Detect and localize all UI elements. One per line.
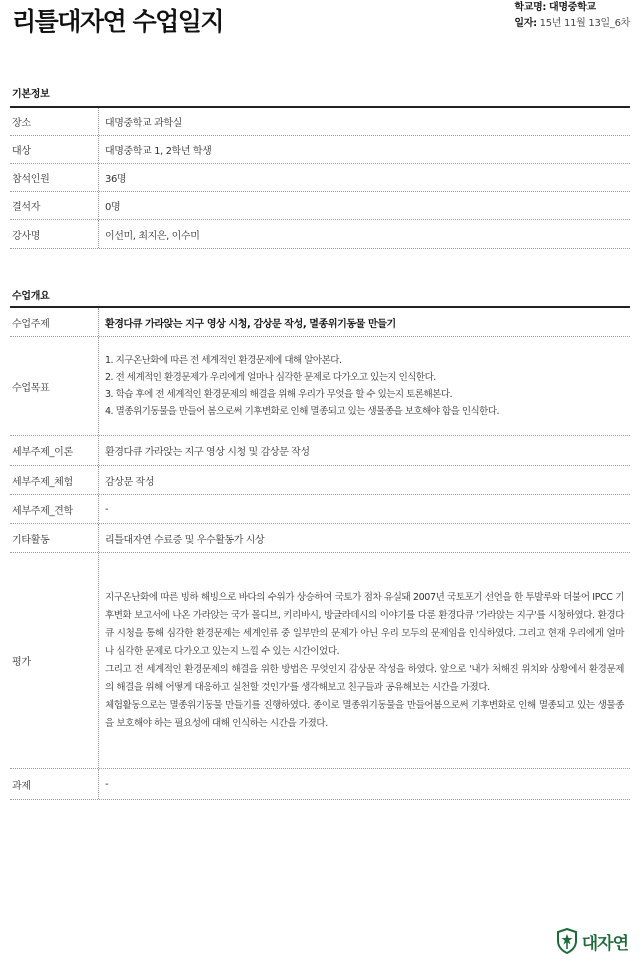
document-meta <box>514 0 630 32</box>
evaluation-paragraph: 체험활동으로는 멸종위기동물 만들기를 진행하였다. 종이로 멸종위기동물을 만들어봄으로써 기후변화로 인해 멸종되고 있는 생물종을 보호해야 하는 필요성에 대해 인식하는 시간을 가졌다. <box>105 699 624 729</box>
row-label: 세부주제_체험 <box>12 476 73 488</box>
row-label: 장소 <box>12 118 31 129</box>
row-label: 과제 <box>12 780 31 792</box>
row-label: 결석자 <box>12 202 41 213</box>
row-value: 36명 <box>105 174 127 185</box>
list-item: 3. 학습 후에 전 세계적인 환경문제의 해결을 위해 우리가 무엇을 할 수 있는지 토론해본다. <box>105 389 453 400</box>
row-value: 대명중학교 1, 2학년 학생 <box>105 146 212 157</box>
row-value: - <box>105 503 109 515</box>
row-label: 수업목표 <box>12 382 50 394</box>
overview-row-theory <box>10 436 630 466</box>
school-label: 학교명: <box>514 2 547 13</box>
info-row-absentees <box>10 192 630 220</box>
row-label: 대상 <box>12 146 31 157</box>
row-value: 대명중학교 과학실 <box>105 118 182 129</box>
info-row-place <box>10 108 630 136</box>
overview-row-topic <box>10 308 630 337</box>
date-label: 일자: <box>514 18 537 29</box>
row-value: - <box>105 778 109 790</box>
row-label: 평가 <box>12 657 31 668</box>
list-item: 1. 지구온난화에 따른 전 세계적인 환경문제에 대해 알아본다. <box>105 355 342 366</box>
row-label: 참석인원 <box>12 174 50 185</box>
overview-row-experience <box>10 466 630 495</box>
evaluation-text <box>105 553 624 768</box>
brand-logo <box>556 928 628 954</box>
overview-heading: 수업개요 <box>12 291 50 302</box>
shield-leaf-icon <box>556 928 578 954</box>
info-row-target <box>10 136 630 164</box>
date-line <box>514 16 630 32</box>
overview-row-goals <box>10 337 630 436</box>
overview-row-evaluation <box>10 553 630 769</box>
date-value: 15년 11월 13일_6차 <box>539 18 630 29</box>
list-item: 2. 전 세계적인 환경문제가 우리에게 얼마나 심각한 문제로 다가오고 있는지 인식한다. <box>105 372 436 383</box>
info-row-instructors <box>10 220 630 249</box>
row-label: 세부주제_견학 <box>12 505 73 517</box>
basic-info-heading: 기본정보 <box>12 89 50 100</box>
row-value: 0명 <box>105 202 121 213</box>
school-value: 대명중학교 <box>549 2 596 13</box>
evaluation-paragraph: 지구온난화에 따른 빙하 해빙으로 바다의 수위가 상승하여 국토가 점차 유실돼 2007년 국토포기 선언을 한 투발루와 더불어 IPCC 기후변화 보고서에 나온 가라앉는 국가 몰디브, 키리바시, 방글라데시의 이야기를 다룬 환경다큐 '가라앉는 지구'를 시청하였다. 환경다큐 시청을 통해 심각한 환경문제는 세계인류 중 일부만의 문제가 아닌 우리 모두의 문제임을 인식하였다. 그리고 현재 우리에게 얼마나 심각한 문제로 다가오고 있는지 느낄 수 있는 시간이었다. <box>105 591 624 657</box>
row-label: 수업주제 <box>12 318 50 330</box>
row-value: 환경다큐 가라앉는 지구 영상 시청 및 감상문 작성 <box>105 447 310 458</box>
row-value: 이선미, 최지은, 이수미 <box>105 230 200 242</box>
row-label: 강사명 <box>12 230 41 242</box>
row-label: 세부주제_이론 <box>12 447 73 458</box>
info-row-attendance <box>10 164 630 192</box>
evaluation-paragraph: 그리고 전 세계적인 환경문제의 해결을 위한 방법은 무엇인지 감상문 작성을 하였다. 앞으로 '내가 처해진 위치와 상황에서 환경문제의 해결을 위해 어떻게 대응하고 실천할 것인가'를 생각해보고 친구들과 공유해보는 시간을 가졌다. <box>105 663 624 693</box>
brand-name: 대자연 <box>581 933 628 954</box>
row-value: 감상문 작성 <box>105 476 155 488</box>
row-value: 리틀대자연 수료증 및 우수활동가 시상 <box>105 534 265 546</box>
row-value: 환경다큐 가라앉는 지구 영상 시청, 감상문 작성, 멸종위기동물 만들기 <box>105 318 396 330</box>
overview-row-other <box>10 524 630 553</box>
list-item: 4. 멸종위기동물을 만들어 봄으로써 기후변화로 인해 멸종되고 있는 생물종을 보호해야 함을 인식한다. <box>105 406 500 417</box>
school-line <box>514 0 630 16</box>
overview-row-assignment <box>10 769 630 800</box>
overview-row-field-trip <box>10 495 630 524</box>
goals-list <box>105 337 624 435</box>
page-title: 리틀대자연 수업일지 <box>12 7 224 36</box>
row-label: 기타활동 <box>12 534 50 546</box>
